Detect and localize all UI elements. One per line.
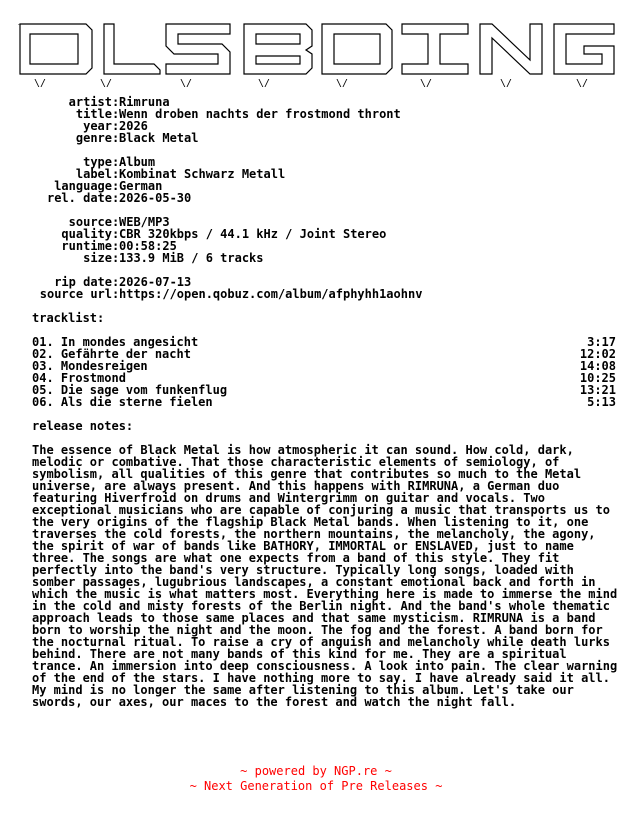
meta-row: [16, 108, 422, 120]
meta-separator: :: [112, 167, 120, 181]
meta-value: 133.9 MiB / 6 tracks: [119, 251, 264, 265]
meta-key: genre: [75, 131, 112, 145]
svg-text:\/: \/: [500, 78, 513, 88]
meta-row: [16, 192, 422, 204]
track-title: 03. Mondesreigen: [32, 359, 148, 373]
meta-key: language: [54, 179, 112, 193]
track-title: 02. Gefährte der nacht: [32, 347, 191, 361]
meta-key: source: [68, 215, 112, 229]
meta-value: 2026: [119, 119, 148, 133]
meta-separator: :: [112, 287, 120, 301]
meta-row: [16, 132, 422, 144]
meta-value: 2026-07-13: [119, 275, 192, 289]
track-length: 3:17: [587, 335, 616, 349]
svg-text:\/: \/: [336, 78, 349, 88]
track-length: 12:02: [579, 347, 616, 361]
footer-powered-by: ~ powered by NGP.re ~: [240, 764, 392, 778]
meta-key: title: [75, 107, 112, 121]
meta-row: [16, 252, 422, 264]
track-length: 10:25: [579, 371, 616, 385]
meta-value: Wenn droben nachts der frostmond thront: [119, 107, 401, 121]
track-title: 06. Als die sterne fielen: [32, 395, 213, 409]
meta-value: Rimruna: [119, 95, 170, 109]
release-notes-heading: release notes:: [32, 419, 134, 433]
meta-value: CBR 320kbps / 44.1 kHz / Joint Stereo: [119, 227, 387, 241]
meta-key: quality: [61, 227, 112, 241]
meta-separator: :: [112, 131, 120, 145]
meta-value: 2026-05-30: [119, 191, 192, 205]
svg-text:\/: \/: [34, 78, 47, 88]
meta-value: Black Metal: [119, 131, 199, 145]
meta-key: rel. date: [46, 191, 112, 205]
svg-text:\/: \/: [100, 78, 113, 88]
footer-tagline: ~ Next Generation of Pre Releases ~: [189, 779, 443, 793]
meta-value: Album: [119, 155, 156, 169]
release-metadata: [16, 96, 422, 300]
meta-separator: :: [112, 239, 120, 253]
meta-separator: :: [112, 275, 120, 289]
meta-separator: :: [112, 179, 120, 193]
tracklist-heading: tracklist:: [32, 311, 105, 325]
meta-separator: :: [112, 251, 120, 265]
meta-value: Kombinat Schwarz Metall: [119, 167, 286, 181]
svg-text:\/: \/: [180, 78, 193, 88]
meta-key: size: [83, 251, 112, 265]
meta-key: runtime: [61, 239, 112, 253]
svg-text:\/: \/: [258, 78, 271, 88]
meta-separator: :: [112, 95, 120, 109]
meta-spacer: [16, 144, 422, 156]
track-title: 04. Frostmond: [32, 371, 126, 385]
meta-key: source url: [39, 287, 112, 301]
svg-text:________: ________: [18, 16, 67, 25]
meta-separator: :: [112, 155, 120, 169]
track-length: 5:13: [587, 395, 616, 409]
meta-key: type: [83, 155, 112, 169]
meta-value: 00:58:25: [119, 239, 177, 253]
track-title: 01. In mondes angesicht: [32, 335, 199, 349]
meta-value: https://open.qobuz.com/album/afphyhh1aohnv: [119, 287, 423, 301]
release-notes-text: The essence of Black Metal is how atmospheric it can sound. How cold, dark, melodic or combative. That those characteristic elements of semiology, of symbolism, all qualities of this genre that contributes so much to the Metal universe, are always present. And this happens with RIMRUNA, a German duo featuring Hiverfroid on drums and Wintergrimm on guitar and vocals. Two exceptional musicians who are capable of conjuring a music that transports us to the very origins of the flagship Black Metal bands. When listening to it, one traverses the cold forests, the northern mountains, the melancholy, the agony, the spirit of war of bands like BATHORY, IMMORTAL or ENSLAVED, just to name three. The songs are what one expects from a band of this style. They fit perfectly into the band's very structure. Typically long songs, loaded with somber passages, lugubrious landscapes, a constant emotional back and forth in which the music is what matters most. Everything here is made to immerse the mind in the cold and misty forests of the Berlin night. And the band's whole thematic approach leads to those same places and that same mysticism. RIMRUNA is a band born to worship the night and the moon. The fog and the forest. A band born for the nocturnal ritual. To raise a cry of anguish and melancholy while death lurks behind. There are not many bands of this kind for me. They are a spiritual trance. An immersion into deep consciousness. A look into pain. The clear warning of the end of the stars. I have nothing more to say. I have already said it all. My mind is no longer the same after listening to this album. Let's take our swords, our axes, our maces to the forest and watch the night fall.: [32, 443, 618, 709]
svg-text:\/: \/: [576, 78, 589, 88]
meta-separator: :: [112, 215, 120, 229]
meta-row: [16, 288, 422, 300]
meta-separator: :: [112, 119, 120, 133]
track-title: 05. Die sage vom funkenflug: [32, 383, 228, 397]
meta-value: WEB/MP3: [119, 215, 170, 229]
svg-text:\/: \/: [420, 78, 433, 88]
ascii-logo: [16, 16, 616, 88]
meta-key: artist: [68, 95, 112, 109]
meta-value: German: [119, 179, 163, 193]
tracklist: [32, 336, 616, 408]
track-row: [32, 396, 616, 408]
meta-separator: :: [112, 191, 120, 205]
meta-key: rip date: [54, 275, 112, 289]
track-length: 13:21: [579, 383, 616, 397]
meta-key: year: [83, 119, 112, 133]
meta-separator: :: [112, 107, 120, 121]
track-length: 14:08: [579, 359, 616, 373]
meta-key: label: [75, 167, 112, 181]
meta-separator: :: [112, 227, 120, 241]
